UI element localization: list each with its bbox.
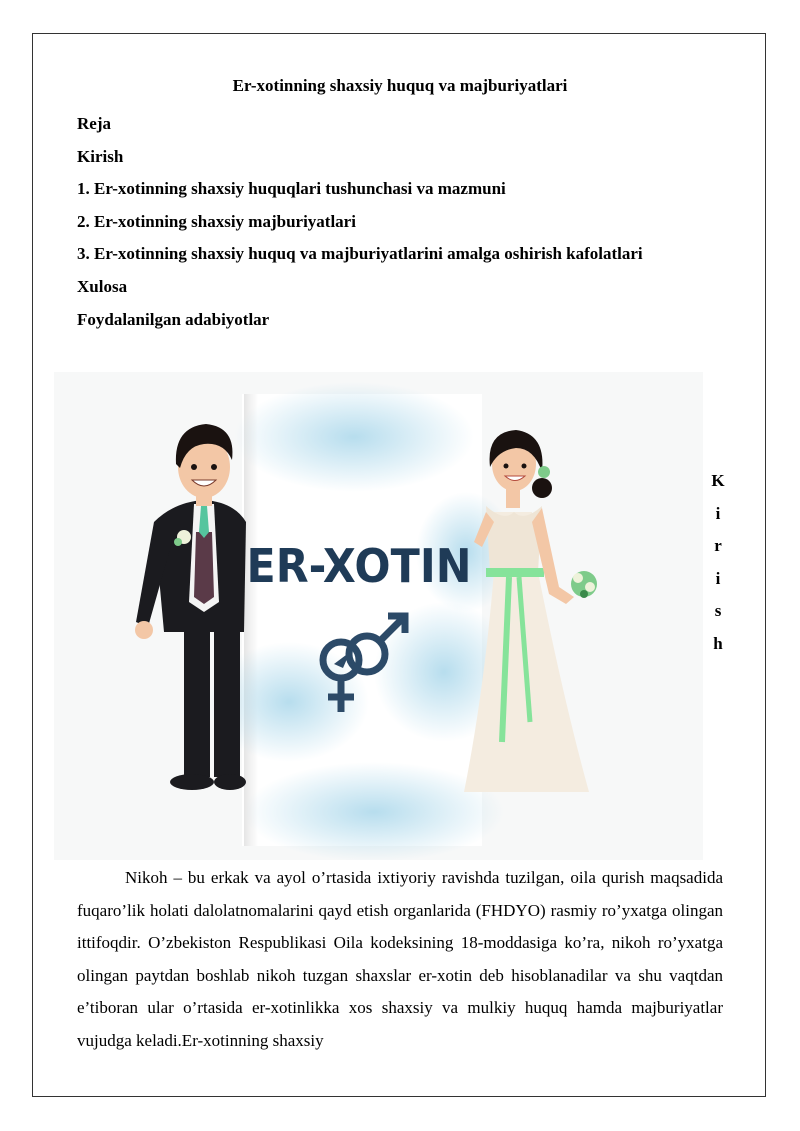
toc-item-1: 1. Er-xotinning shaxsiy huquqlari tushunchasi va mazmuni (77, 179, 506, 199)
document-title: Er-xotinning shaxsiy huquq va majburiyatlari (232, 76, 568, 95)
logo-text: ER-XOTIN (246, 539, 472, 593)
heading-letter: s (714, 601, 722, 620)
toc-item-introduction: Kirish (77, 146, 124, 166)
heading-letter: i (715, 568, 721, 588)
heading-letter: K (711, 471, 725, 490)
groom-figure (135, 424, 246, 790)
bride-figure (464, 430, 597, 792)
toc-heading: Reja (77, 114, 111, 133)
toc-item-references: Foydalanilgan adabiyotlar (77, 309, 270, 329)
watercolor-splash (234, 382, 474, 492)
toc-item-2: 2. Er-xotinning shaxsiy majburiyatlari (77, 211, 356, 231)
vertical-section-heading (711, 465, 725, 660)
table-of-contents (77, 108, 643, 336)
watercolor-splash (244, 762, 504, 860)
toc-item-3: 3. Er-xotinning shaxsiy huquq va majburiyatlarini amalga oshirish kafolatlari (77, 244, 643, 264)
intro-paragraph: Nikoh – bu erkak va ayol o’rtasida ixtiyoriy ravishda tuzilgan, oila qurish maqsadida fuqaro’lik holati dalolatnomalarini qayd etish organlarida (FHDYO) rasmiy ro’yxatga olingan ittifoqdir. O’zbekiston Respublikasi Oila kodeksining 18-moddasiga ko’ra, nikoh ro’yxatga olingan paytdan boshlab nikoh tuzgan shaxslar er-xotin deb hisoblanadilar va shu vaqtdan e’tiboran ular o’rtasida er-xotinlikka xos shaxsiy va mulkiy huquq hamda majburiyatlar vujudga keladi.Er-xotinning shaxsiy (77, 868, 723, 1050)
toc-item-conclusion: Xulosa (77, 276, 128, 296)
heading-letter: i (715, 503, 721, 523)
wedding-couple-illustration (54, 372, 703, 860)
heading-letter: r (714, 536, 722, 555)
heading-letter: h (713, 633, 723, 653)
